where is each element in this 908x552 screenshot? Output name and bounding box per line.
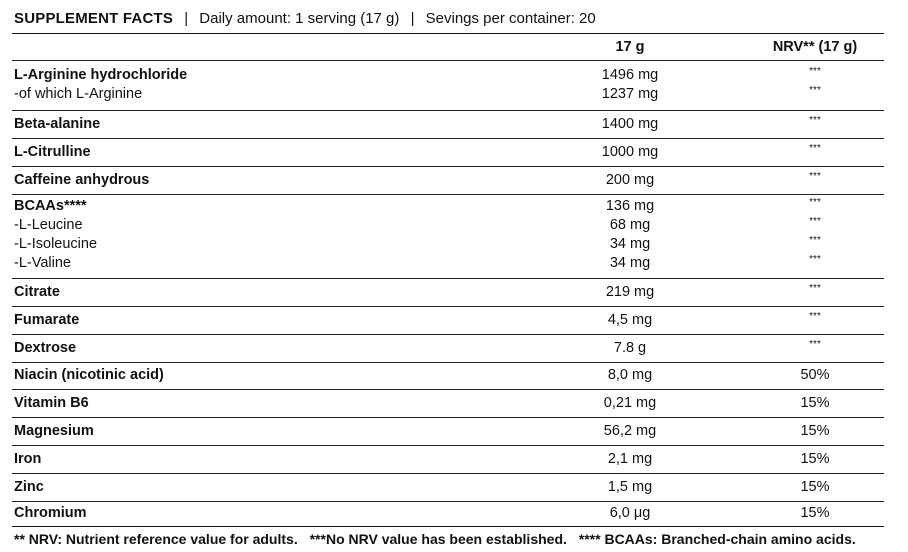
row-divider	[12, 138, 884, 139]
row-divider	[12, 445, 884, 446]
ingredient-nrv: ***	[809, 235, 821, 246]
row-divider	[12, 278, 884, 279]
table-row	[0, 85, 908, 104]
ingredient-amount: 0,21 mg	[603, 395, 657, 411]
table-row	[0, 366, 908, 385]
table-row	[0, 197, 908, 216]
ingredient-nrv: 15%	[800, 479, 830, 495]
table-row	[0, 478, 908, 497]
ingredient-nrv: ***	[809, 197, 821, 208]
table-row	[0, 66, 908, 85]
ingredient-name: Magnesium	[14, 423, 94, 439]
panel-title: SUPPLEMENT FACTS	[14, 10, 174, 27]
column-header-amount: 17 g	[615, 39, 645, 55]
ingredient-amount: 6,0 μg	[609, 505, 651, 521]
ingredient-amount: 2,1 mg	[607, 451, 653, 467]
ingredient-name: L-Citrulline	[14, 144, 91, 160]
row-divider	[12, 417, 884, 418]
footnotes	[14, 529, 856, 549]
ingredient-nrv: ***	[809, 171, 821, 182]
ingredient-name: Zinc	[14, 479, 44, 495]
header-rule	[12, 33, 884, 34]
row-divider	[12, 194, 884, 195]
ingredient-nrv: 15%	[800, 423, 830, 439]
ingredient-name: -of which L-Arginine	[14, 86, 143, 102]
footnote-no-nrv: ***No NRV value has been established.	[309, 531, 567, 547]
ingredient-nrv: 50%	[800, 367, 830, 383]
ingredient-nrv: ***	[809, 66, 821, 77]
header-separator: |	[184, 10, 189, 27]
ingredient-name: Vitamin B6	[14, 395, 89, 411]
ingredient-amount: 7.8 g	[613, 340, 647, 356]
ingredient-name: Dextrose	[14, 340, 77, 356]
row-divider	[12, 473, 884, 474]
table-row	[0, 216, 908, 235]
table-row	[0, 504, 908, 523]
ingredient-name: Beta-alanine	[14, 116, 101, 132]
ingredient-amount: 68 mg	[609, 217, 651, 233]
row-divider	[12, 334, 884, 335]
ingredient-nrv: ***	[809, 339, 821, 350]
row-divider	[12, 501, 884, 502]
ingredient-amount: 1400 mg	[601, 116, 659, 132]
ingredient-amount: 4,5 mg	[607, 312, 653, 328]
ingredient-name: L-Arginine hydrochloride	[14, 67, 188, 83]
table-row	[0, 171, 908, 190]
ingredient-amount: 200 mg	[605, 172, 655, 188]
row-divider	[12, 362, 884, 363]
row-divider	[12, 306, 884, 307]
ingredient-name: BCAAs****	[14, 198, 87, 214]
table-row	[0, 115, 908, 134]
ingredient-name: Niacin (nicotinic acid)	[14, 367, 164, 383]
ingredient-amount: 1237 mg	[601, 86, 659, 102]
ingredient-name: -L-Isoleucine	[14, 236, 98, 252]
table-row	[0, 339, 908, 358]
column-header-nrv: NRV** (17 g)	[772, 39, 858, 55]
table-row	[0, 311, 908, 330]
table-row	[0, 283, 908, 302]
header	[14, 8, 596, 30]
ingredient-amount: 1,5 mg	[607, 479, 653, 495]
ingredient-name: Chromium	[14, 505, 87, 521]
table-row	[0, 143, 908, 162]
table-row	[0, 394, 908, 413]
ingredient-amount: 136 mg	[605, 198, 655, 214]
row-divider	[12, 110, 884, 111]
ingredient-nrv: ***	[809, 311, 821, 322]
ingredient-nrv: ***	[809, 143, 821, 154]
ingredient-amount: 34 mg	[609, 236, 651, 252]
ingredient-amount: 1496 mg	[601, 67, 659, 83]
servings-per-container: Sevings per container: 20	[425, 10, 596, 27]
ingredient-amount: 34 mg	[609, 255, 651, 271]
ingredient-nrv: ***	[809, 216, 821, 227]
column-rule	[12, 60, 884, 61]
ingredient-name: Caffeine anhydrous	[14, 172, 150, 188]
footer-rule	[12, 526, 884, 527]
table-row	[0, 254, 908, 273]
ingredient-name: Citrate	[14, 284, 60, 300]
row-divider	[12, 166, 884, 167]
ingredient-name: -L-Valine	[14, 255, 71, 271]
ingredient-nrv: 15%	[800, 505, 830, 521]
ingredient-nrv: ***	[809, 283, 821, 294]
ingredient-name: Iron	[14, 451, 42, 467]
ingredient-nrv: 15%	[800, 451, 830, 467]
ingredient-name: Fumarate	[14, 312, 80, 328]
ingredient-name: -L-Leucine	[14, 217, 83, 233]
ingredient-amount: 8,0 mg	[607, 367, 653, 383]
footnote-nrv: ** NRV: Nutrient reference value for adults.	[14, 531, 298, 547]
header-separator: |	[410, 10, 415, 27]
ingredient-amount: 1000 mg	[601, 144, 659, 160]
table-row	[0, 450, 908, 469]
ingredient-nrv: 15%	[800, 395, 830, 411]
footnote-bcaa: **** BCAAs: Branched-chain amino acids.	[578, 531, 856, 547]
table-row	[0, 422, 908, 441]
ingredient-amount: 219 mg	[605, 284, 655, 300]
ingredient-nrv: ***	[809, 254, 821, 265]
ingredient-nrv: ***	[809, 115, 821, 126]
ingredient-amount: 56,2 mg	[603, 423, 657, 439]
row-divider	[12, 389, 884, 390]
daily-amount: Daily amount: 1 serving (17 g)	[199, 10, 400, 27]
ingredient-nrv: ***	[809, 85, 821, 96]
table-row	[0, 235, 908, 254]
